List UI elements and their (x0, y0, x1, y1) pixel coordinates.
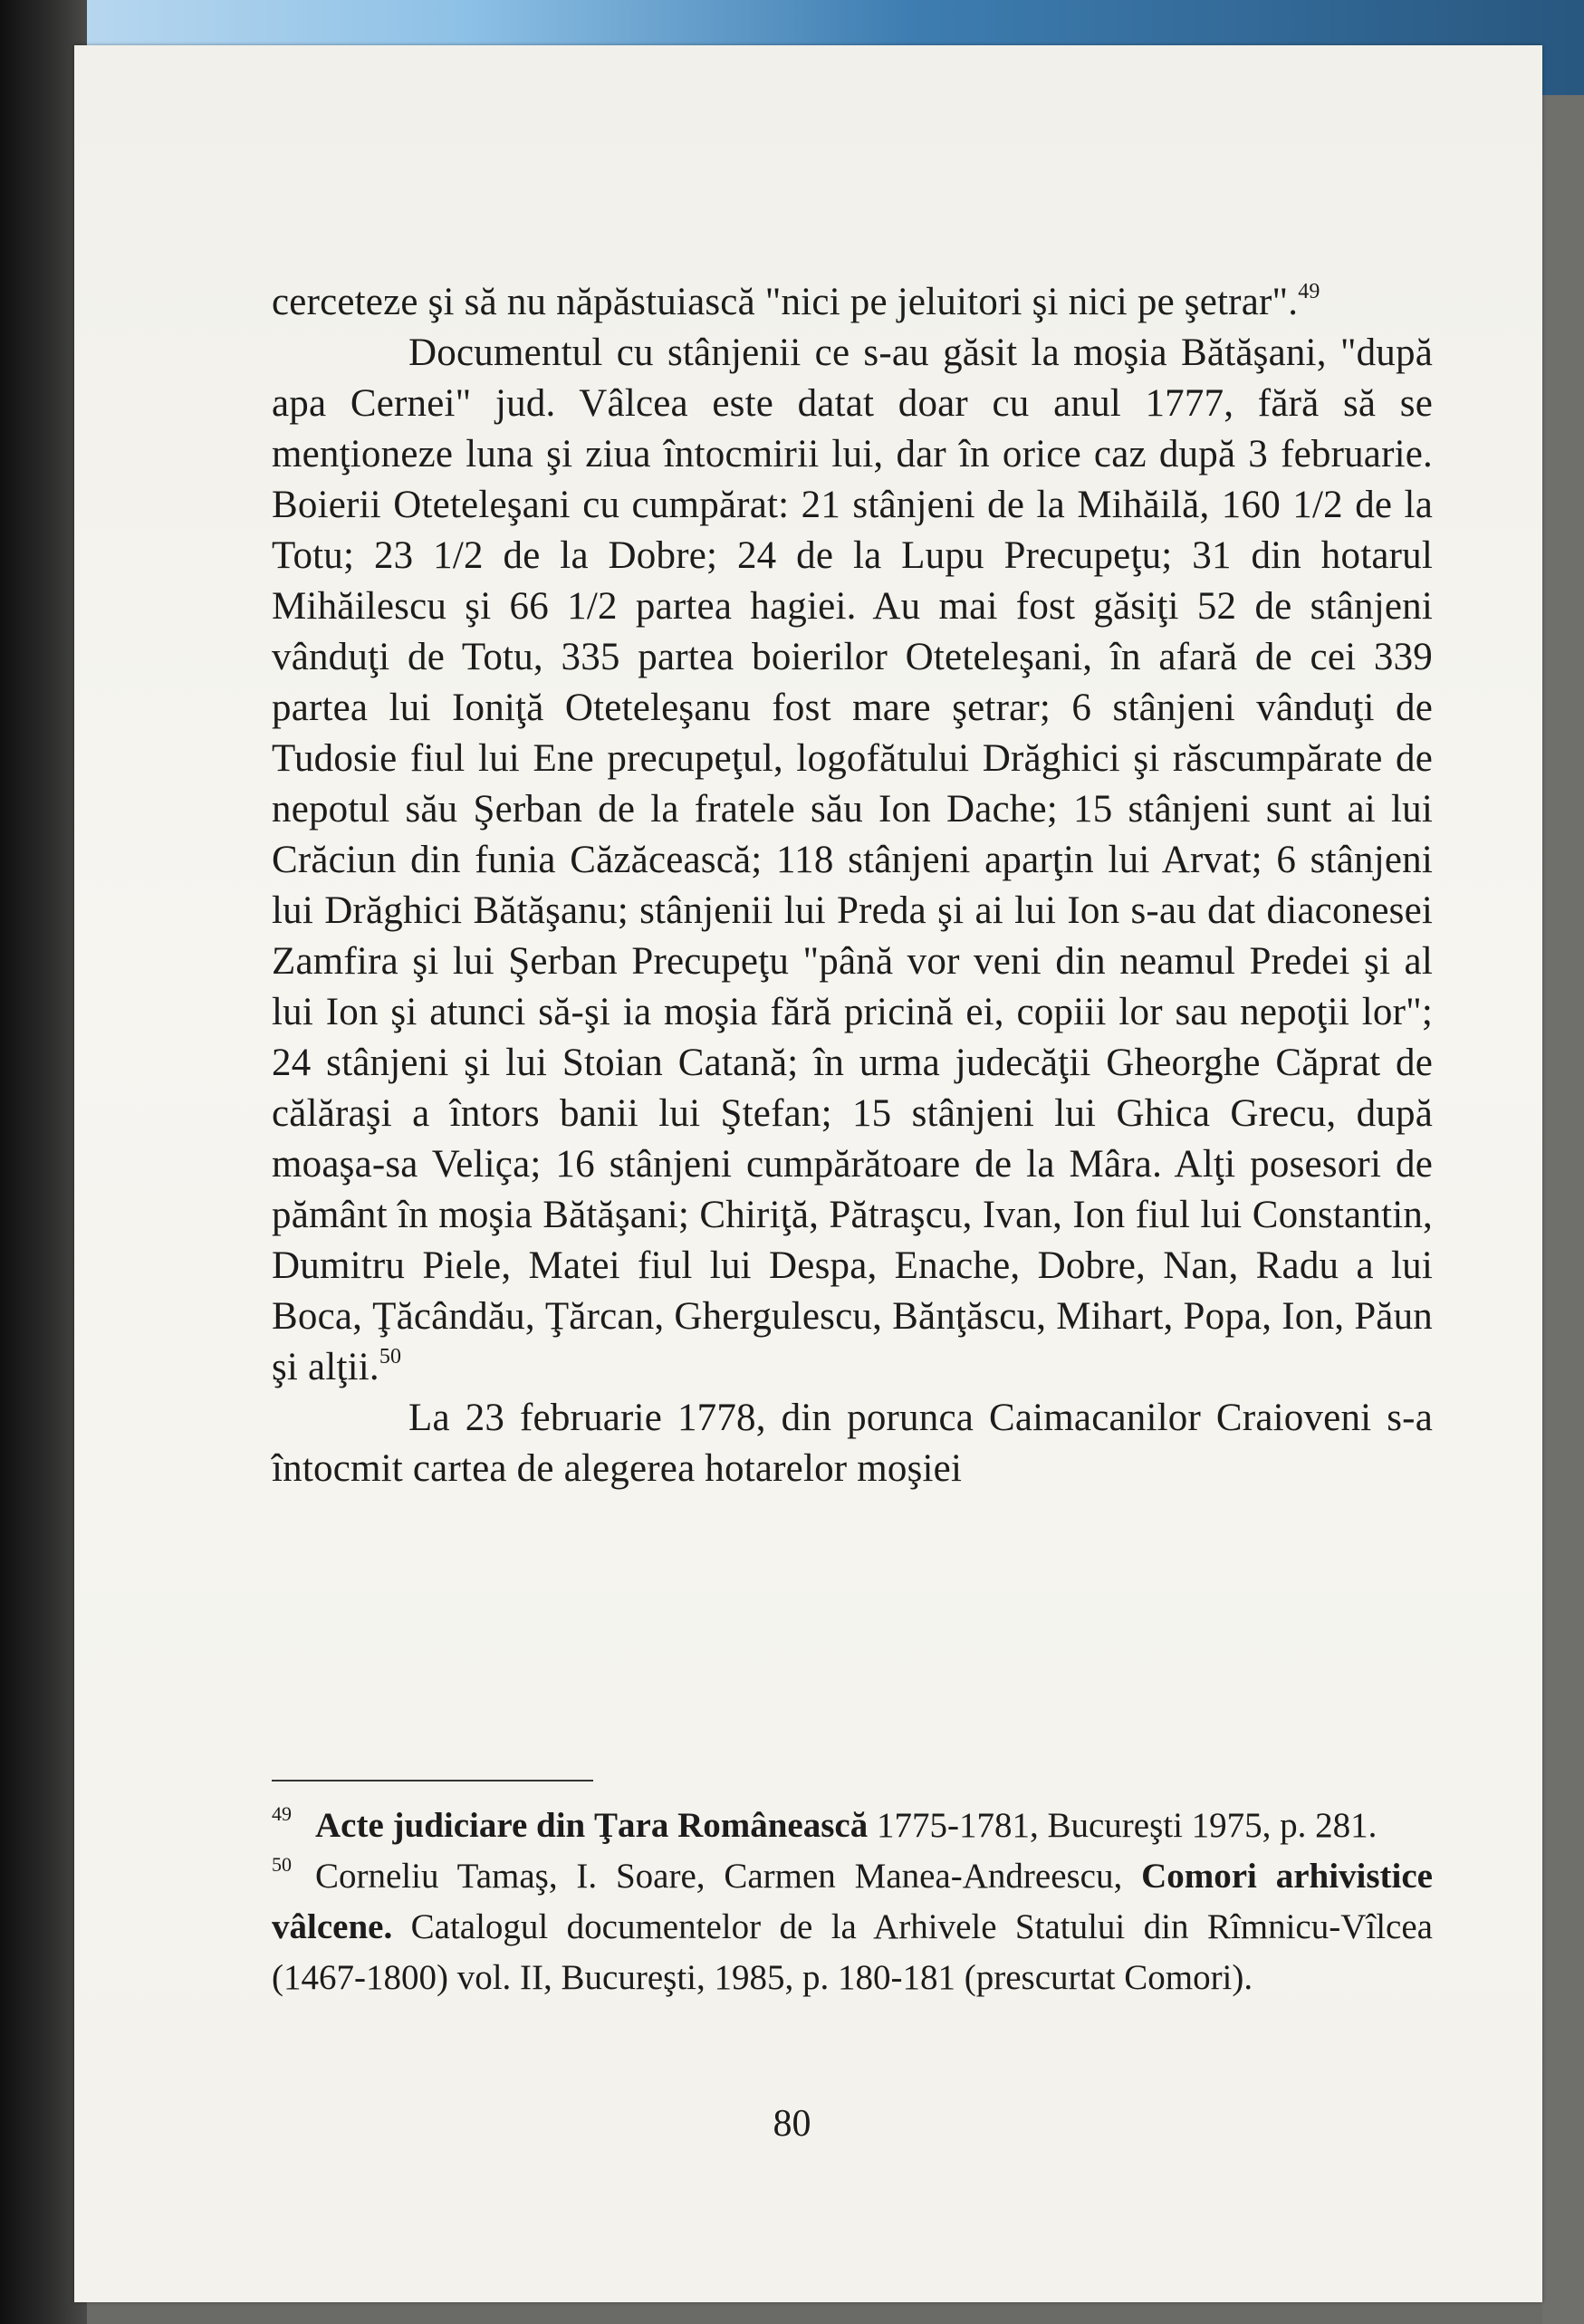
footnote-number: 50 (272, 1853, 292, 1876)
footnote-50 (272, 1851, 1433, 2003)
paragraph-3-text: La 23 februarie 1778, din porunca Caimacanilor Craioveni s-a întocmit cartea de alegerea hotarelor moşiei (272, 1397, 1433, 1490)
footnote-ref-50: 50 (379, 1345, 402, 1368)
scan-right-edge (1542, 95, 1584, 2324)
page-number: 80 (773, 2103, 811, 2145)
footnotes (272, 1801, 1433, 2003)
paragraph-2 (272, 328, 1433, 1393)
footnote-title: Acte judiciare din Ţara Românească (315, 1806, 869, 1845)
footnote-separator (272, 1780, 593, 1781)
paragraph-1-text: cerceteze şi să nu năpăstuiască "nici pe jeluitori şi nici pe şetrar". (272, 281, 1299, 323)
paragraph-2-text: Documentul cu stânjenii ce s-au găsit la moşia Bătăşani, "după apa Cernei" jud. Vâlcea este datat doar cu anul 1777, fără să se menţioneze luna şi ziua întocmirii lui, dar în orice caz după 3 februarie. Boierii Oteteleşani cu cumpărat: 21 stânjeni de la Mihăilă, 160 1/2 de la Totu; 23 1/2 de la Dobre; 24 de la Lupu Precupeţu; 31 din hotarul Mihăilescu şi 66 1/2 partea hagiei. Au mai fost găsiţi 52 de stânjeni vânduţi de Totu, 335 partea boierilor Oteteleşani, în afară de cei 339 partea lui Ioniţă Oteteleşanu fost mare şetrar; 6 stânjeni vânduţi de Tudosie fiul lui Ene precupeţul, logofătului Drăghici şi răscumpărate de nepotul său Şerban de la fratele său Ion Dache; 15 stânjeni sunt ai lui Crăciun din funia Căzăcească; 118 stânjeni aparţin lui Arvat; 6 stânjeni lui Drăghici Bătăşanu; stânjenii lui Preda şi ai lui Ion s-au dat diaconesei Zamfira şi lui Şerban Precupeţu "până vor veni din neamul Predei şi al lui Ion şi atunci să-şi ia moşia fără pricină ei, copiii lor sau nepoţii lor"; 24 stânjeni şi lui Stoian Catană; în urma judecăţii Gheorghe Căprat de călăraşi a întors banii lui Ştefan; 15 stânjeni lui Ghica Grecu, după moaşa-sa Veliça; 16 stânjeni cumpărătoare de la Mâra. Alţi posesori de pământ în moşia Bătăşani; Chiriţă, Pătraşcu, Ivan, Ion fiul lui Constantin, Dumitru Piele, Matei fiul lui Despa, Enache, Dobre, Nan, Radu a lui Boca, Ţăcândău, Ţărcan, Ghergulescu, Bănţăscu, Mihart, Popa, Ion, Păun şi alţii. (272, 331, 1433, 1388)
paragraph-3 (272, 1393, 1433, 1494)
footnote-title: Comori arhivistice vâlcene. (272, 1857, 1433, 1946)
footnote-authors: Corneliu Tamaş, I. Soare, Carmen Manea-Andreescu, (315, 1857, 1142, 1896)
footnote-citation: 1775-1781, Bucureşti 1975, p. 281. (868, 1806, 1378, 1845)
body-text (272, 277, 1433, 1494)
paragraph-1 (272, 277, 1433, 328)
footnote-49 (272, 1801, 1433, 1851)
footnote-citation: Catalogul documentelor de la Arhivele Statului din Rîmnicu-Vîlcea (1467-1800) vol. II, Bucureşti, 1985, p. 180-181 (prescurtat Comori). (272, 1907, 1433, 1997)
footnote-ref-49: 49 (1298, 280, 1320, 303)
footnote-number: 49 (272, 1802, 292, 1825)
